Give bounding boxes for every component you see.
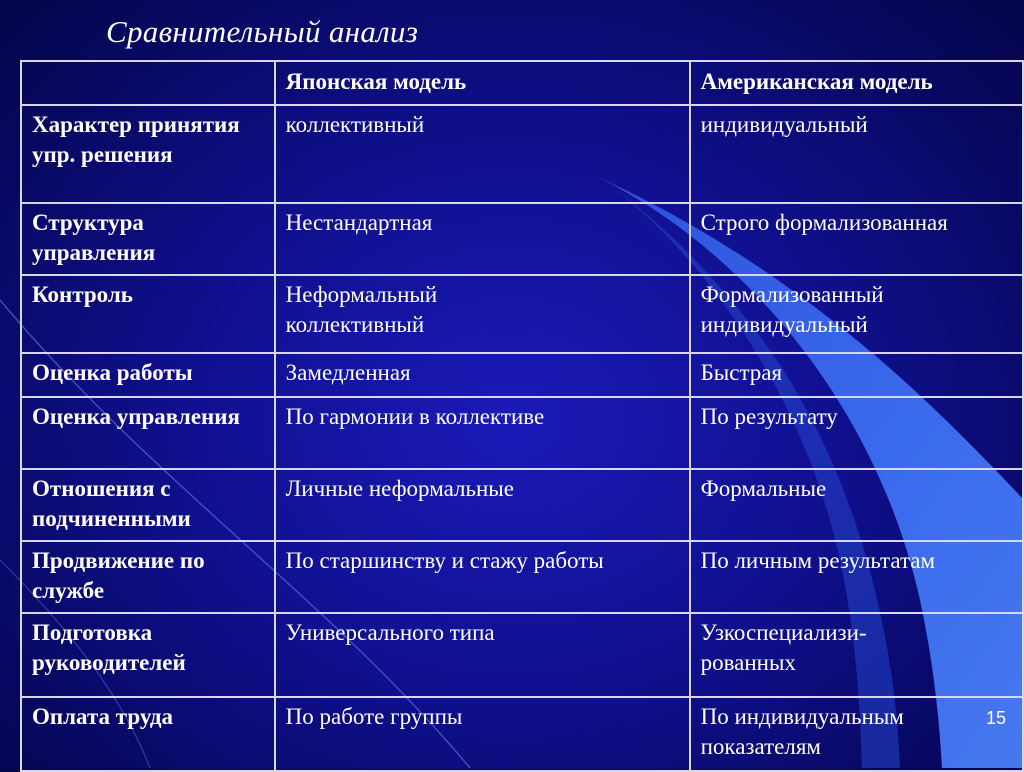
table-row (21, 105, 1023, 203)
american-cell-line: рованных (700, 650, 796, 675)
japanese-model-cell (275, 275, 690, 353)
criterion-cell: Отношения с подчиненными (21, 469, 275, 541)
american-model-cell (690, 353, 1023, 397)
comparison-table (20, 60, 1024, 772)
japanese-model-cell (275, 541, 690, 613)
american-cell-line: Узкоспециализи- (700, 620, 867, 645)
criterion-cell: Характер принятия упр. решения (21, 105, 275, 203)
japanese-cell-line: Неформальный (285, 282, 438, 307)
table-row (21, 275, 1023, 353)
american-model-cell (690, 397, 1023, 469)
table-row (21, 541, 1023, 613)
criterion-cell: Подготовка руководителей (21, 613, 275, 697)
slide-number: 15 (986, 708, 1007, 728)
american-model-cell (690, 613, 1023, 697)
american-cell-line: По личным результатам (700, 548, 936, 573)
american-model-cell (690, 541, 1023, 613)
japanese-cell-line: По работе группы (285, 704, 463, 729)
american-cell-line: индивидуальный (700, 312, 868, 337)
american-cell-line: Быстрая (700, 360, 783, 385)
american-cell-line: Формализованный (700, 282, 884, 307)
japanese-cell-line: По гармонии в коллективе (285, 404, 545, 429)
american-cell-line: индивидуальный (700, 112, 868, 137)
japanese-cell-line: Универсального типа (285, 620, 495, 645)
japanese-model-cell (275, 397, 690, 469)
american-model-cell (690, 697, 1023, 771)
header-japanese-model: Японская модель (275, 61, 690, 105)
japanese-cell-line: По старшинству и стажу работы (285, 548, 604, 573)
criterion-cell: Оплата труда (21, 697, 275, 771)
comparison-table-body (21, 61, 1023, 771)
japanese-cell-line: Нестандартная (285, 210, 433, 235)
japanese-model-cell (275, 697, 690, 771)
american-model-cell (690, 203, 1023, 275)
criterion-cell: Продвижение по службе (21, 541, 275, 613)
japanese-cell-line: Личные неформальные (285, 476, 514, 501)
american-cell-line: По результату (700, 404, 838, 429)
japanese-model-cell (275, 203, 690, 275)
japanese-model-cell (275, 353, 690, 397)
japanese-cell-line: коллективный (285, 312, 425, 337)
header-corner-cell (21, 61, 275, 105)
header-american-model: Американская модель (690, 61, 1023, 105)
american-cell-line: Строго формализованная (700, 210, 948, 235)
table-row (21, 697, 1023, 771)
american-cell-line: По индивидуальным (700, 704, 904, 729)
japanese-cell-line: коллективный (285, 112, 425, 137)
table-row (21, 203, 1023, 275)
table-row (21, 397, 1023, 469)
slide-title: Сравнительный анализ (106, 14, 419, 49)
american-model-cell (690, 469, 1023, 541)
criterion-cell: Оценка работы (21, 353, 275, 397)
criterion-cell: Контроль (21, 275, 275, 353)
american-cell-line: Формальные (700, 476, 827, 501)
american-cell-line: показателям (700, 734, 821, 759)
japanese-model-cell (275, 613, 690, 697)
japanese-cell-line: Замедленная (285, 360, 411, 385)
american-model-cell (690, 275, 1023, 353)
table-row (21, 613, 1023, 697)
criterion-cell: Оценка управления (21, 397, 275, 469)
criterion-cell: Структура управления (21, 203, 275, 275)
table-row (21, 469, 1023, 541)
table-header-row (21, 61, 1023, 105)
japanese-model-cell (275, 105, 690, 203)
table-row (21, 353, 1023, 397)
american-model-cell (690, 105, 1023, 203)
japanese-model-cell (275, 469, 690, 541)
